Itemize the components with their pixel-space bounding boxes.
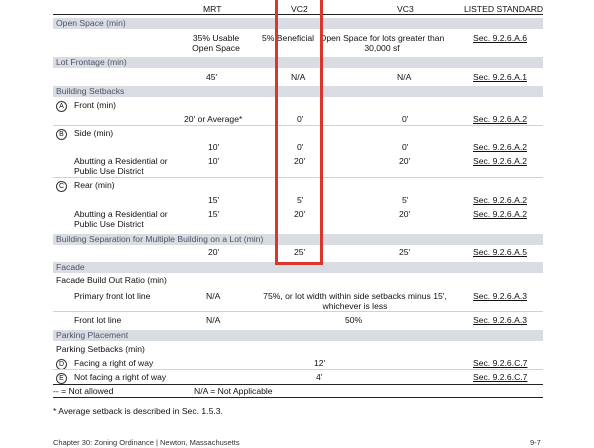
- section-band-building-separation: Building Separation for Multiple Building on a Lot (min): [53, 234, 543, 245]
- side-abutting-ref[interactable]: Sec. 9.2.6.A.2: [473, 156, 527, 166]
- primary-front-lot-line-value: 75%, or lot width within side setbacks minus 15', whichever is less: [263, 291, 447, 311]
- primary-front-lot-line-label: Primary front lot line: [74, 291, 151, 301]
- separation-mrt: 20': [208, 247, 220, 257]
- lot-frontage-vc3: N/A: [397, 72, 412, 82]
- front-label: Front (min): [74, 100, 117, 110]
- rear-vc2: 5': [297, 195, 304, 205]
- rear-label: Rear (min): [74, 180, 115, 190]
- rear-vc3: 5': [402, 195, 409, 205]
- column-header-mrt: MRT: [203, 4, 222, 14]
- rear-abutting-mrt: 15': [208, 209, 220, 219]
- front-lot-line-value: 50%: [345, 315, 363, 325]
- footnote: * Average setback is described in Sec. 1.5.3.: [53, 406, 223, 416]
- marker-c-icon: C: [56, 181, 67, 192]
- side-vc3: 0': [402, 142, 409, 152]
- primary-front-lot-line-mrt: N/A: [206, 291, 221, 301]
- section-band-lot-frontage: Lot Frontage (min): [53, 57, 543, 68]
- side-abutting-vc3: 20': [399, 156, 411, 166]
- row-divider: [53, 369, 543, 370]
- separation-vc2: 25': [294, 247, 306, 257]
- parking-facing-ref[interactable]: Sec. 9.2.6.C.7: [473, 358, 528, 368]
- marker-a-icon: A: [56, 101, 67, 112]
- primary-front-lot-line-ref[interactable]: Sec. 9.2.6.A.3: [473, 291, 527, 301]
- parking-not-facing-ref[interactable]: Sec. 9.2.6.C.7: [473, 372, 528, 382]
- parking-not-facing-value: 4': [316, 372, 323, 382]
- parking-not-facing-label: Not facing a right of way: [74, 372, 167, 382]
- front-vc3: 0': [402, 114, 409, 124]
- facade-subtitle: Facade Build Out Ratio (min): [56, 275, 167, 285]
- side-mrt: 10': [208, 142, 220, 152]
- marker-d-icon: D: [56, 359, 67, 370]
- section-band-open-space: Open Space (min): [53, 18, 543, 29]
- page-number: 9-7: [530, 438, 541, 447]
- rear-abutting-vc2: 20': [294, 209, 306, 219]
- front-vc2: 0': [297, 114, 304, 124]
- side-label: Side (min): [74, 128, 114, 138]
- side-abutting-vc2: 20': [294, 156, 306, 166]
- front-lot-line-ref[interactable]: Sec. 9.2.6.A.3: [473, 315, 527, 325]
- front-ref[interactable]: Sec. 9.2.6.A.2: [473, 114, 527, 124]
- front-mrt: 20' or Average*: [184, 114, 243, 124]
- lot-frontage-ref[interactable]: Sec. 9.2.6.A.1: [473, 72, 527, 82]
- lot-frontage-vc2: N/A: [291, 72, 306, 82]
- rear-abutting-label: Abutting a Residential or Public Use District: [74, 209, 168, 229]
- separation-vc3: 25': [399, 247, 411, 257]
- separation-ref[interactable]: Sec. 9.2.6.A.5: [473, 247, 527, 257]
- rear-abutting-vc3: 20': [399, 209, 411, 219]
- section-band-parking: Parking Placement: [53, 330, 543, 341]
- legend-bottom-rule: [53, 397, 543, 398]
- marker-e-icon: E: [56, 373, 67, 384]
- side-ref[interactable]: Sec. 9.2.6.A.2: [473, 142, 527, 152]
- rear-abutting-ref[interactable]: Sec. 9.2.6.A.2: [473, 209, 527, 219]
- lot-frontage-mrt: 45': [206, 72, 218, 82]
- front-lot-line-label: Front lot line: [74, 315, 122, 325]
- parking-subtitle: Parking Setbacks (min): [56, 344, 145, 354]
- legend-rule: [53, 384, 543, 385]
- page-footer: Chapter 30: Zoning Ordinance | Newton, Massachusetts: [53, 438, 240, 447]
- section-band-facade: Facade: [53, 262, 543, 273]
- legend-not-applicable: N/A = Not Applicable: [194, 386, 273, 396]
- rear-mrt: 15': [208, 195, 220, 205]
- parking-facing-label: Facing a right of way: [74, 358, 154, 368]
- front-lot-line-mrt: N/A: [206, 315, 221, 325]
- side-abutting-mrt: 10': [208, 156, 220, 166]
- vc2-highlight-box: [275, 0, 323, 265]
- open-space-vc3: Open Space for lots greater than 30,000 sf: [319, 33, 445, 53]
- row-divider: [53, 311, 543, 312]
- parking-facing-value: 12': [314, 358, 326, 368]
- open-space-mrt: 35% Usable Open Space: [192, 33, 240, 53]
- open-space-ref[interactable]: Sec. 9.2.6.A.6: [473, 33, 527, 43]
- open-space-vc2: 5% Beneficial: [262, 33, 315, 43]
- side-abutting-label: Abutting a Residential or Public Use District: [74, 156, 168, 176]
- legend-not-allowed: -- = Not allowed: [53, 386, 114, 396]
- column-header-vc3: VC3: [397, 4, 414, 14]
- column-header-listed-standard: LISTED STANDARD: [464, 4, 544, 14]
- marker-b-icon: B: [56, 129, 67, 140]
- side-vc2: 0': [297, 142, 304, 152]
- column-header-vc2: VC2: [291, 4, 308, 14]
- section-band-building-setbacks: Building Setbacks: [53, 86, 543, 97]
- rear-ref[interactable]: Sec. 9.2.6.A.2: [473, 195, 527, 205]
